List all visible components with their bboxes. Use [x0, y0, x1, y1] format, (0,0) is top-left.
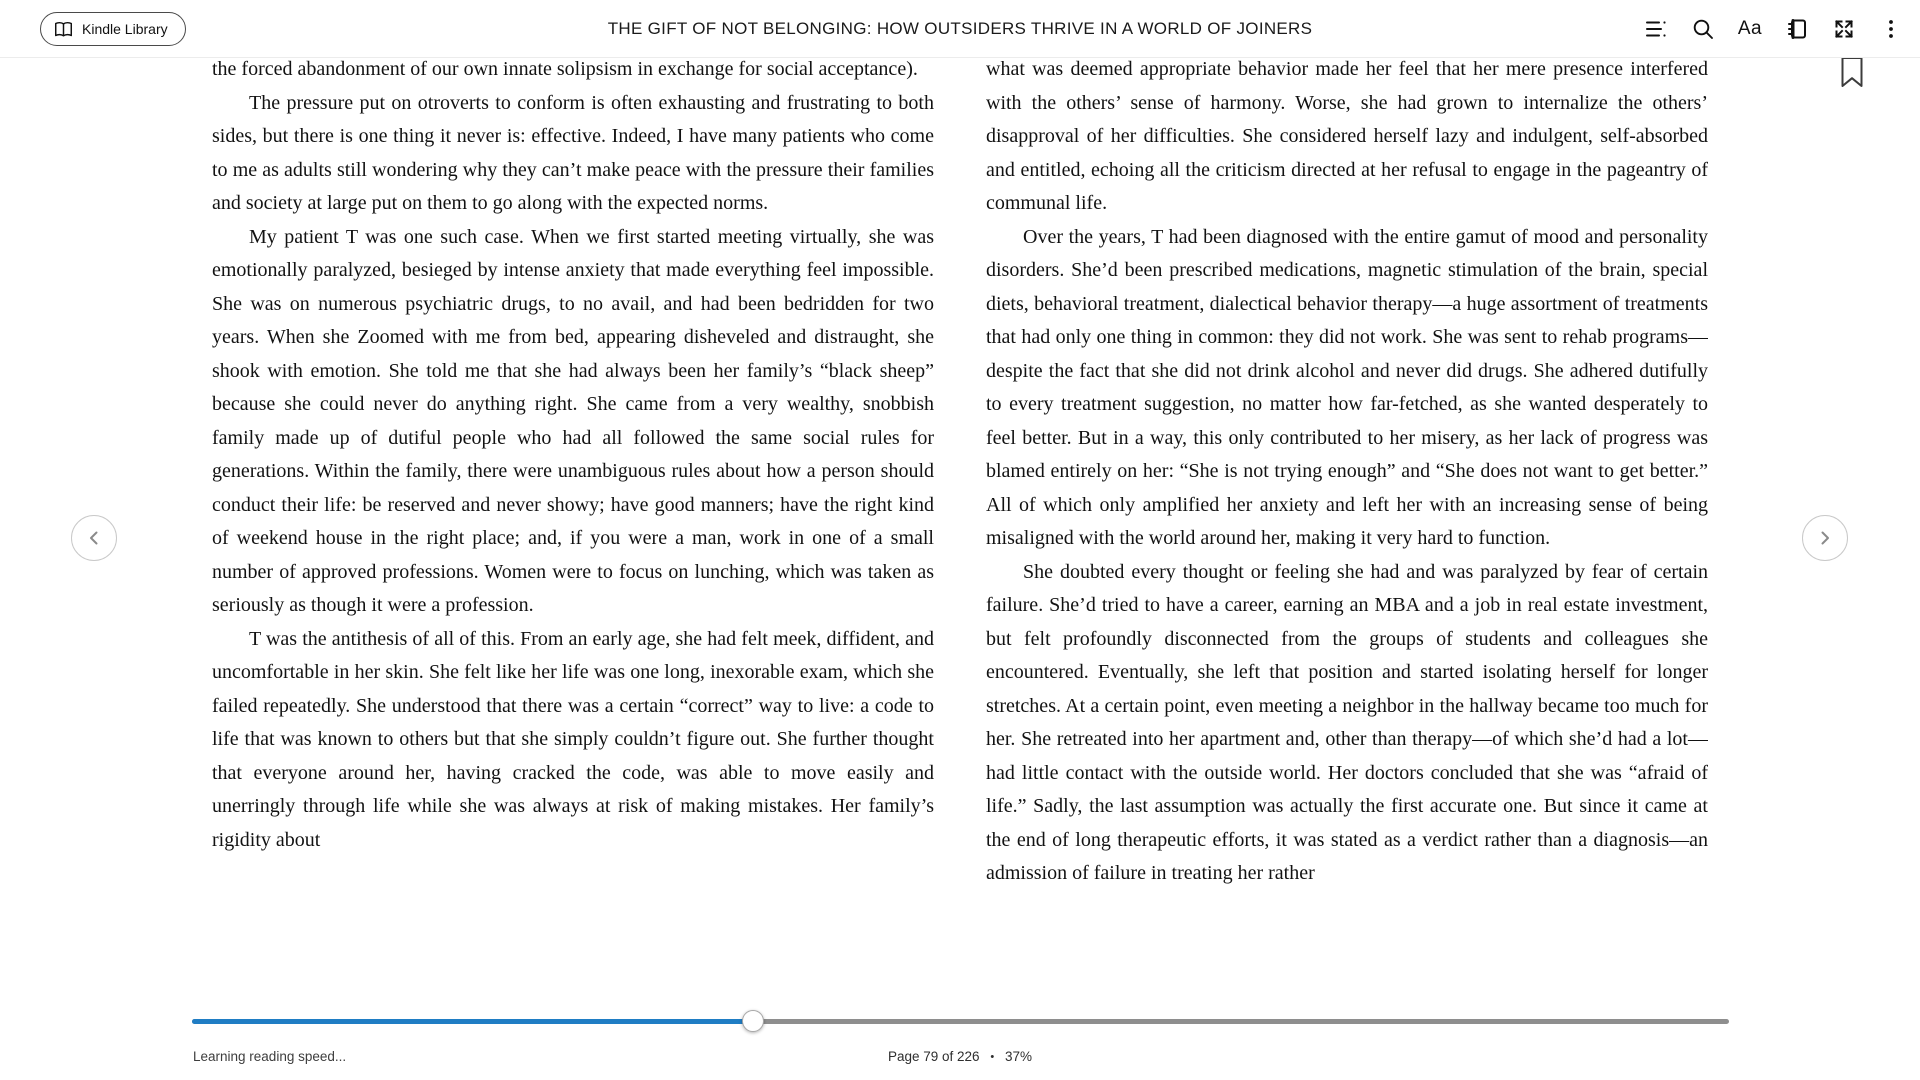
- search-button[interactable]: [1690, 16, 1716, 42]
- page-info: [0, 1049, 1920, 1064]
- notebook-button[interactable]: [1784, 16, 1810, 42]
- overflow-menu-button[interactable]: [1878, 16, 1904, 42]
- book-title: THE GIFT OF NOT BELONGING: HOW OUTSIDERS THRIVE IN A WORLD OF JOINERS: [607, 19, 1313, 38]
- paragraph: T was the antithesis of all of this. From an early age, she had felt meek, diffident, and uncomfortable in her skin. She felt like her life was one long, inexorable exam, which she failed repeatedly. She understood that there was a certain “correct” way to live: a code to life that was known to others but that she simply couldn’t figure out. She further thought that everyone around her, having cracked the code, was able to move easily and unerringly through life while she was always at risk of making mistakes. Her family’s rigidity about: [212, 627, 934, 851]
- paragraph: what was deemed appropriate behavior made her feel that her mere presence interfered with the others’ sense of harmony. Worse, she had grown to internalize the others’ disapproval of her difficulties. She considered herself lazy and indulgent, self-absorbed and entitled, echoing all the criticism directed at her refusal to engage in the pageantry of communal life.: [986, 58, 1708, 214]
- paragraph: Over the years, T had been diagnosed with the entire gamut of mood and personality disorders. She’d been prescribed medications, magnetic stimulation of the brain, special diets, behavioral treatment, dialectical behavior therapy—a huge assortment of treatments that had only one thing in common: they did not work. She was sent to rehab programs—despite the fact that she did not drink alcohol and never did drugs. She adhered dutifully to every treatment suggestion, no matter how far-fetched, as she wanted desperately to feel better. But in a way, this only contributed to her misery, as her lack of progress was blamed entirely on her: “She is not trying enough” and “She does not want to get better.” All of which only amplified her anxiety and left her with an increasing sense of being misaligned with the world around her, making it very hard to function.: [986, 225, 1708, 549]
- font-settings-button[interactable]: [1737, 16, 1763, 42]
- next-page-button[interactable]: [1802, 515, 1848, 561]
- paragraph: She doubted every thought or feeling she had and was paralyzed by fear of certain failure. She’d tried to have a career, earning an MBA and a job in real estate investment, but felt profoundly disconnected from the groups of students and colleagues she encountered. Eventually, she left that position and started isolating herself for longer stretches. At a certain point, even meeting a neighbor in the hallway became too much for her. She retreated into her apartment and, other than therapy—of which she’d had a lot—had little contact with the outside world. Her doctors concluded that she was “afraid of life.” Sadly, the last assumption was actually the first accurate one. But since it came at the end of long therapeutic efforts, it was stated as a verdict rather than a diagnosis—an admission of failure in treating her rather: [986, 560, 1708, 884]
- left-text-column: [212, 53, 934, 993]
- font-settings-icon: Aa: [1737, 18, 1763, 39]
- notebook-icon: [1785, 17, 1809, 41]
- progress-fill: [192, 1019, 753, 1024]
- fullscreen-icon: [1832, 17, 1856, 41]
- kindle-library-label: Kindle Library: [82, 21, 168, 37]
- progress-slider[interactable]: [192, 1019, 1729, 1024]
- percent-read-label: 37%: [1004, 1049, 1032, 1064]
- table-of-contents-icon: [1644, 17, 1668, 41]
- overflow-menu-icon: [1879, 17, 1903, 41]
- previous-page-button[interactable]: [71, 515, 117, 561]
- kindle-library-button[interactable]: [40, 12, 186, 46]
- progress-handle[interactable]: [742, 1010, 764, 1032]
- paragraph: the forced abandonment of our own innate solipsism in exchange for social acceptance).: [212, 58, 918, 80]
- table-of-contents-button[interactable]: [1643, 16, 1669, 42]
- page-number-label: Page 79 of 226: [887, 1049, 980, 1064]
- paragraph: The pressure put on otroverts to conform is often exhausting and frustrating to both sides, but there is one thing it never is: effective. Indeed, I have many patients who come to me as adults still wondering why they can’t make peace with the pressure their families and society at large put on them to go along with the expected norms.: [212, 91, 934, 214]
- right-text-column: [986, 53, 1708, 993]
- header-icon-group: [1643, 0, 1904, 58]
- learning-speed-status: Learning reading speed...: [193, 1049, 347, 1064]
- bookmark-icon[interactable]: [1841, 58, 1863, 88]
- book-icon: [54, 21, 73, 38]
- search-icon: [1691, 17, 1715, 41]
- top-bar: [0, 0, 1920, 58]
- reading-area: [212, 53, 1709, 993]
- chevron-left-icon: [86, 530, 102, 546]
- paragraph: My patient T was one such case. When we first started meeting virtually, she was emotionally paralyzed, besieged by intense anxiety that made everything feel impossible. She was on numerous psychiatric drugs, to no avail, and had been bedridden for two years. When she Zoomed with me from bed, appearing disheveled and distraught, she shook with emotion. She told me that she had always been her family’s “black sheep” because she could never do anything right. She came from a very wealthy, snobbish family made up of dutiful people who had all followed the same social rules for generations. Within the family, there were unambiguous rules about how a person should conduct their life: be reserved and never showy; have good manners; have the right kind of weekend house in the right place; and, if you were a man, work in one of a small number of approved professions. Women were to focus on lunching, which was taken as seriously as though it were a profession.: [212, 225, 934, 616]
- fullscreen-button[interactable]: [1831, 16, 1857, 42]
- bullet-separator: •: [990, 1051, 995, 1063]
- chevron-right-icon: [1817, 530, 1833, 546]
